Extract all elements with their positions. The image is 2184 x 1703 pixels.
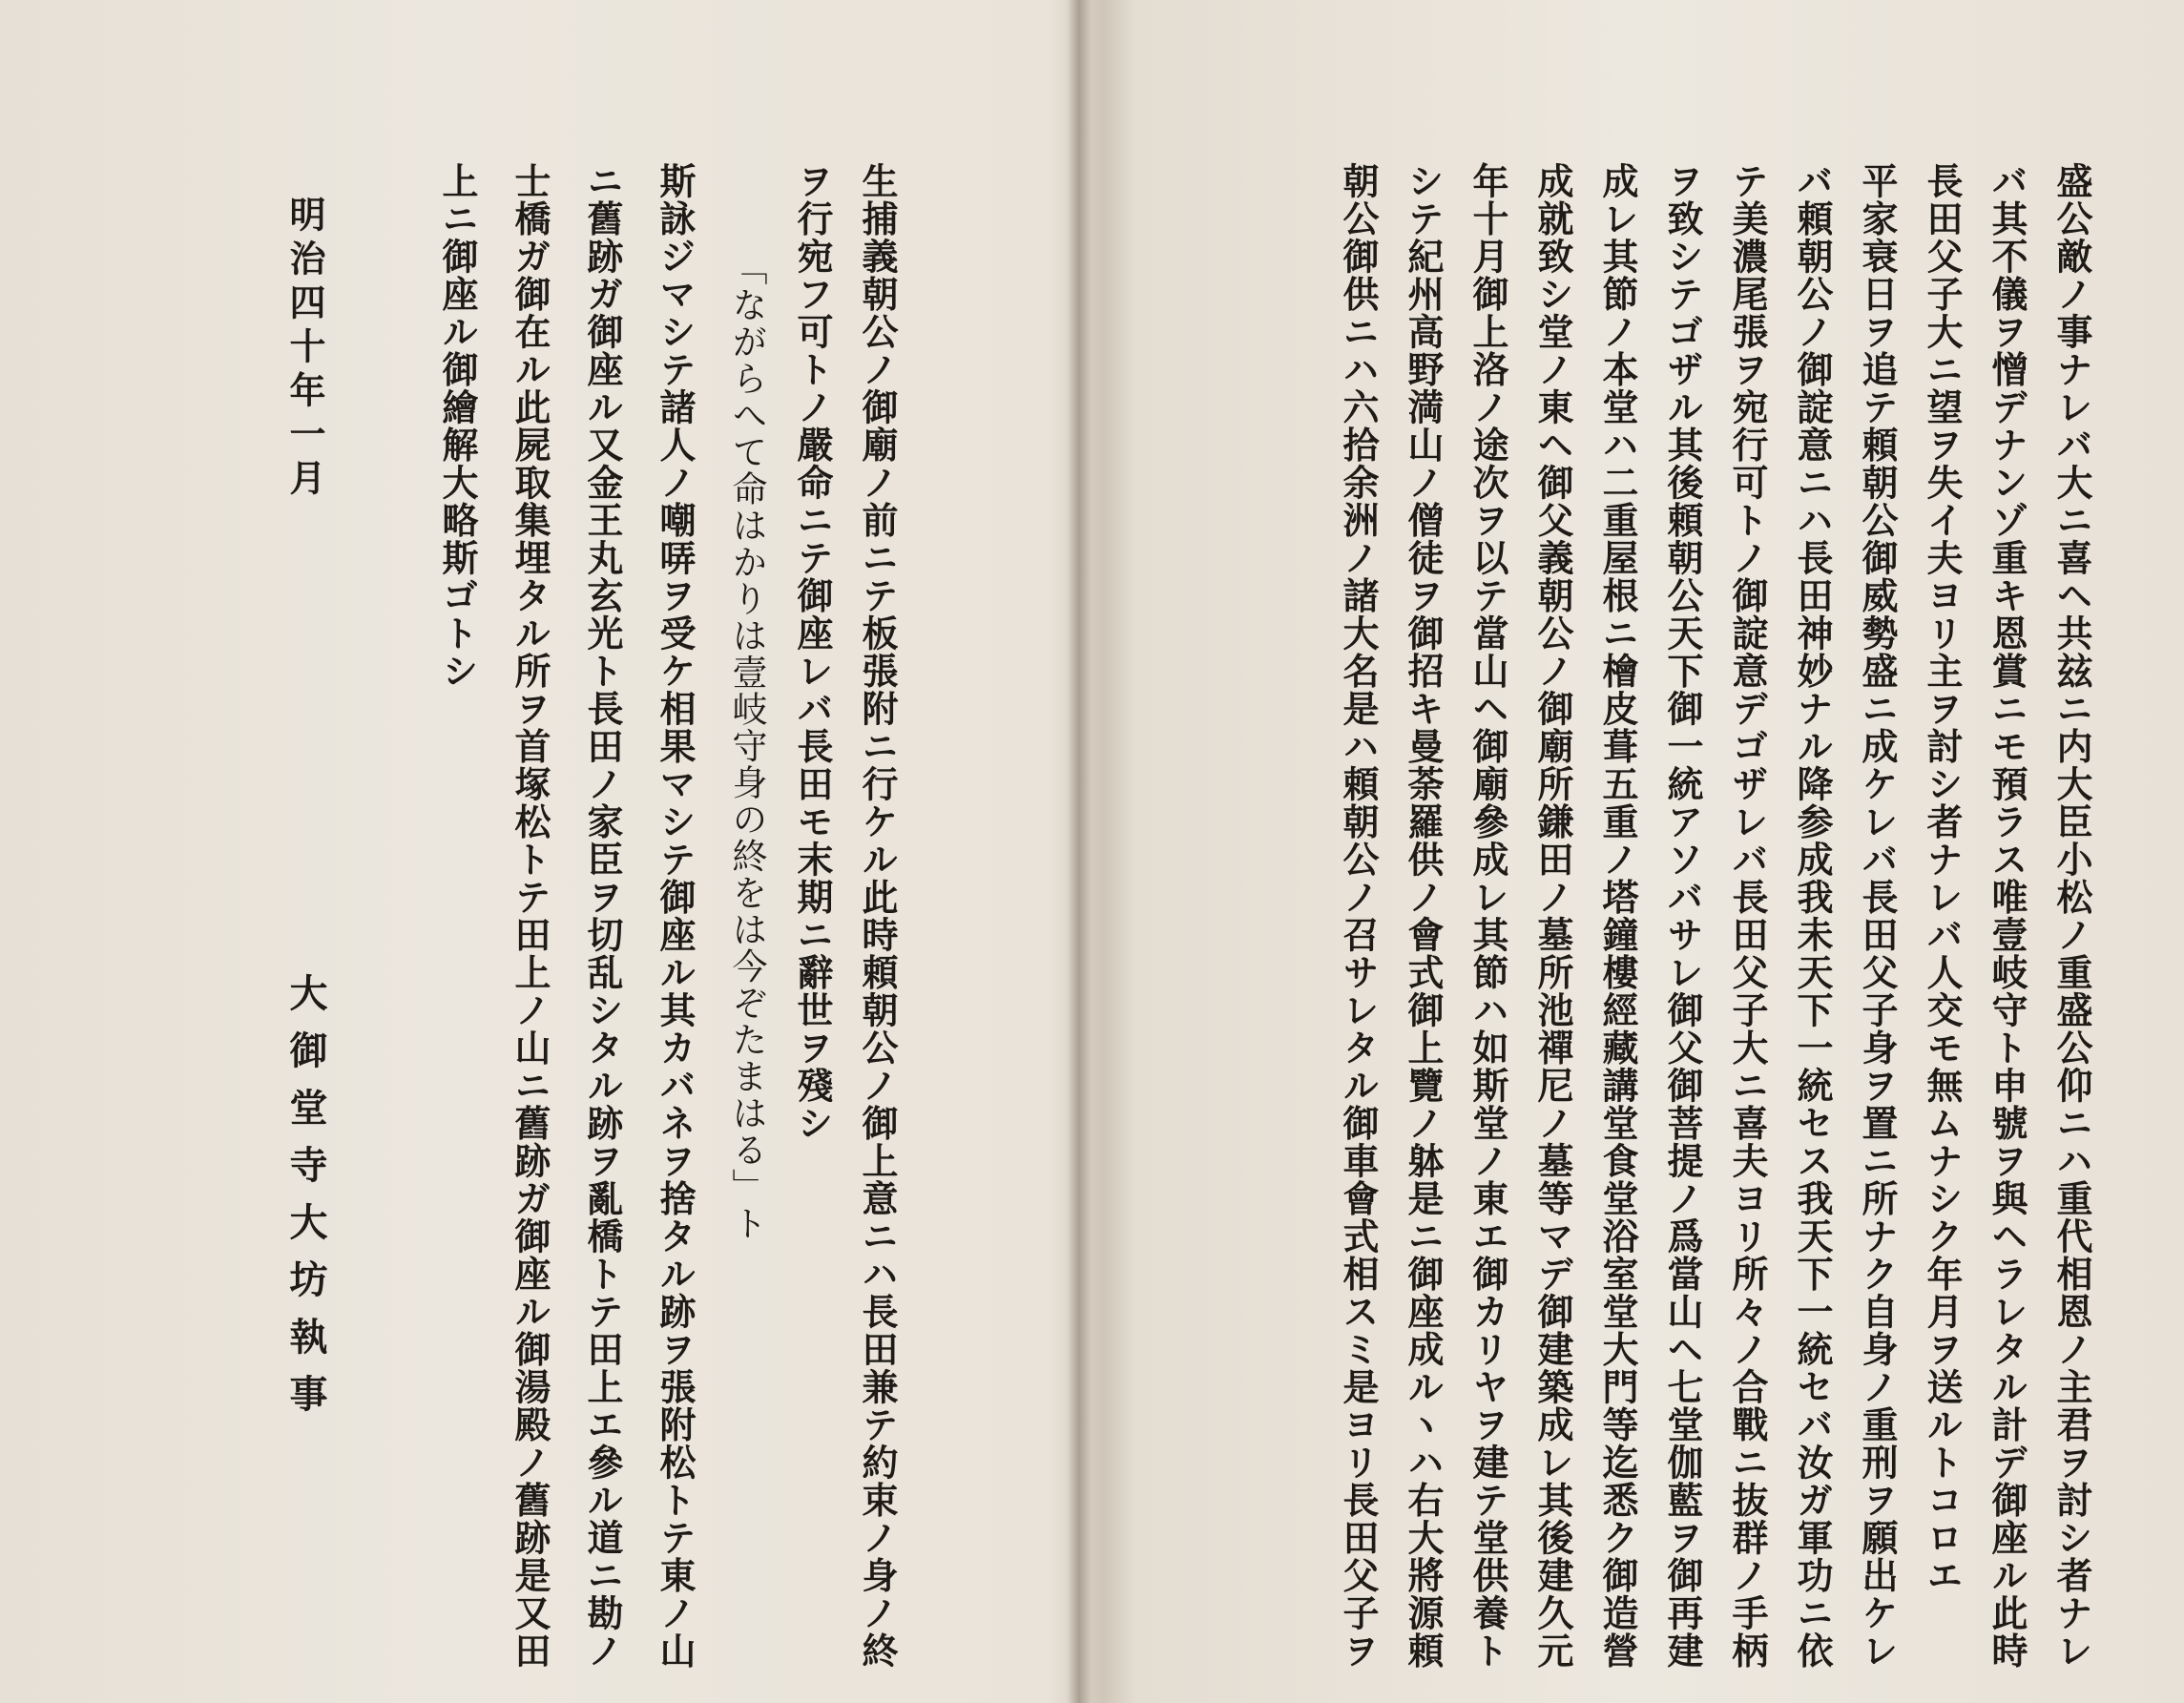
right-column-12: 朝公御供ニハ六拾余洲ノ諸大名是ハ頼朝公ノ召サレタル御車會式相スミ是ヨリ長田父子ヲ [1337,162,1380,1670]
right-column-7: ヲ致シテゴザル其後頼朝公天下御一統アソバサレ御父御菩提ノ爲當山ヘ七堂伽藍ヲ御再建 [1661,162,1704,1670]
right-page [1088,0,2184,1703]
document-date: 明治四十年一月 [283,196,326,503]
left-column-7: 上ニ御座ル御繪解大略斯ゴトシ [436,162,479,690]
signature: 大御堂寺大坊執事 [283,973,328,1431]
left-column-poem: 「ながらへて命はかりは壹岐守身の終をは今ぞたまはる」ト [726,250,767,1242]
right-column-4: 平家衰日ヲ追テ頼朝公御威勢盛ニ成ケレバ長田父子身ヲ置ニ所ナク自身ノ重刑ヲ願出ケレ [1856,162,1899,1670]
right-column-8: 成レ其節ノ本堂ハ二重屋根ニ檜皮葺五重ノ塔鐘樓經藏講堂食堂浴室堂大門等迄悉ク御造營 [1596,162,1639,1670]
left-page [0,0,1078,1703]
left-column-1: 生捕義朝公ノ御廟ノ前ニテ板張附ニ行ケル此時頼朝公ノ御上意ニハ長田兼テ約束ノ身ノ終 [856,162,899,1670]
right-column-2: バ其不儀ヲ憎デナンゾ重キ恩賞ニモ預ラス唯壹岐守ト申號ヲ與ヘラレタル計デ御座ル此時 [1986,162,2028,1670]
left-column-6: 士橋ガ御在ル此屍取集埋タル所ヲ首塚松トテ田上ノ山ニ舊跡ガ御座ル御湯殿ノ舊跡是又田 [509,162,551,1670]
left-column-5: ニ舊跡ガ御座ル又金王丸玄光ト長田ノ家臣ヲ切乱シタル跡ヲ亂橋トテ田上エ參ル道ニ勘ノ [581,162,624,1670]
right-column-11: シテ紀州高野満山ノ僧徒ヲ御招キ曼荼羅供ノ會式御上覽ノ躰是ニ御座成ルヽハ右大將源頼 [1402,162,1445,1670]
left-column-4: 斯詠ジマシテ諸人ノ嘲哢ヲ受ケ相果マシテ御座ル其カバネヲ捨タル跡ヲ張附松トテ東ノ山 [654,162,697,1670]
right-column-5: バ頼朝公ノ御諚意ニハ長田神妙ナル降参成我未天下一統セス我天下一統セバ汝ガ軍功ニ依 [1791,162,1834,1670]
right-column-9: 成就致シ堂ノ東ヘ御父義朝公ノ御廟所鎌田ノ墓所池禪尼ノ墓等マデ御建築成レ其後建久元 [1531,162,1574,1670]
left-column-2: ヲ行宛フ可トノ嚴命ニテ御座レバ長田モ末期ニ辭世ヲ殘シ [791,162,834,1142]
right-column-1: 盛公敵ノ事ナレバ大ニ喜ヘ共玆ニ内大臣小松ノ重盛公仰ニハ重代相恩ノ主君ヲ討シ者ナレ [2050,162,2093,1670]
right-column-3: 長田父子大ニ望ヲ失イ夫ヨリ主ヲ討シ者ナレバ人交モ無ムナシク年月ヲ送ルトコロエ [1921,162,1964,1594]
right-column-6: テ美濃尾張ヲ宛行可トノ御諚意デゴザレバ長田父子大ニ喜夫ヨリ所々ノ合戰ニ抜群ノ手柄 [1726,162,1769,1670]
right-column-10: 年十月御上洛ノ途次ヲ以テ當山ヘ御廟參成レ其節ハ如斯堂ノ東エ御カリヤヲ建テ堂供養ト [1466,162,1509,1670]
